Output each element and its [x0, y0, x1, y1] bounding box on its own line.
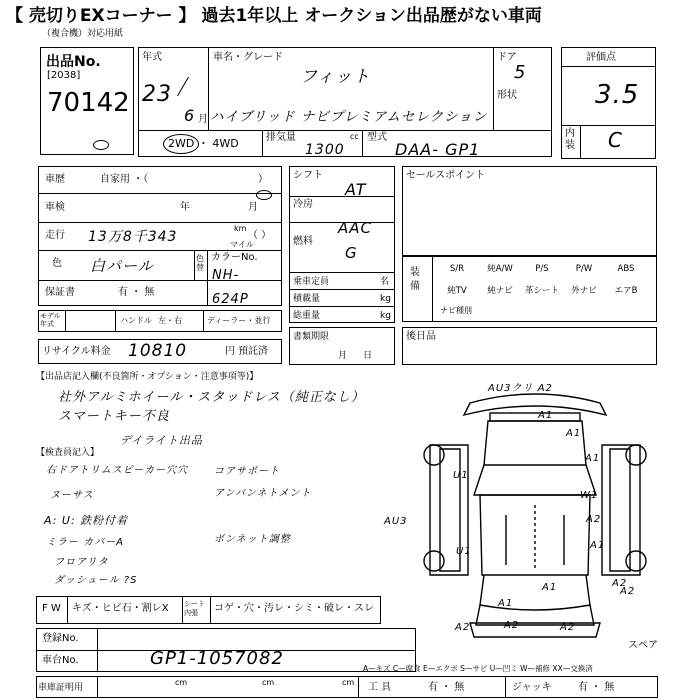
load-unit: kg: [380, 294, 391, 304]
displacement-label: 排気量: [266, 132, 296, 143]
history-close: ）: [258, 174, 268, 185]
drive-circle: [163, 134, 199, 154]
inspector-header: 【検査員記入】: [36, 448, 100, 458]
vehicle-diagram: [410, 375, 660, 645]
chassis-label: 車台No.: [42, 655, 79, 666]
docs-unit: 月日: [338, 351, 389, 361]
damage-mark: W1: [580, 490, 599, 501]
capacity-unit: 名: [380, 277, 390, 287]
model-year-label: モデル年式: [40, 312, 61, 328]
warranty-label: 保証書: [45, 287, 75, 298]
model-grade-label: 車名・グレード: [213, 52, 283, 63]
page-banner: 【 売切りEXコーナー 】 過去1年以上 オークション出品歴がない車両: [6, 6, 542, 26]
chassis-value: GP1-1057082: [150, 648, 284, 669]
certificate-label: 車庫証明用: [38, 683, 84, 693]
fuel-label: 燃料: [293, 236, 313, 247]
inspector-left-2: ヌーサス: [50, 490, 94, 501]
damage-mark: A1: [538, 410, 554, 421]
year-label: 年式: [142, 52, 162, 63]
equipment-item: 純ナビ: [487, 286, 513, 296]
inspector-right-3: ボンネット調整: [214, 534, 291, 545]
inspector-right-1: コアサポート: [214, 466, 280, 477]
damage-mark: U1: [453, 470, 469, 481]
inspector-right-2: アンバンネトメント: [214, 488, 312, 499]
recycle-deposit: 預託済: [238, 346, 268, 357]
inspection-year-unit: 年: [180, 202, 190, 213]
damage-mark: A2: [586, 514, 602, 525]
equipment-item: ABS: [617, 264, 635, 274]
arrival-box: [402, 327, 657, 365]
inspector-left-6: ダッシュール ?S: [54, 575, 138, 586]
color-code: NH-624P: [212, 268, 249, 307]
color-change-label: 色替: [196, 254, 204, 272]
displacement-value: 1300: [305, 142, 345, 158]
equipment-item: 外ナビ: [571, 286, 597, 296]
color-code-label: カラーNo.: [211, 252, 258, 263]
jack-label: ジャッキ: [512, 682, 552, 693]
damage-mark: A1: [542, 582, 558, 593]
equipment-item: P/S: [535, 264, 549, 274]
shape-label: 形状: [497, 90, 517, 101]
recycle-value: 10810: [128, 341, 188, 361]
damage-mark: A2: [455, 622, 471, 633]
mileage-km: km: [234, 224, 247, 233]
inspection-label: 車検: [45, 202, 65, 213]
color-value: 白パール: [90, 257, 154, 275]
inspector-left-4: ミラー カバーA: [46, 537, 125, 548]
damage-mark: A1: [590, 540, 606, 551]
notes-header: 【出品店記入欄(不良箇所・オプション・注意事項等)】: [36, 372, 259, 382]
fuel-value: G: [345, 244, 358, 262]
fw-label: F W: [42, 603, 61, 614]
seat-items: コゲ・穴・汚レ・シミ・破レ・スレ: [214, 603, 374, 614]
dealer-label: ディーラー・並行: [207, 316, 271, 325]
inspector-left-5: フロアリタ: [54, 557, 109, 568]
damage-mark: A1: [585, 453, 601, 464]
drive-options: 2WD ・ 4WD: [168, 137, 239, 150]
equipment-item: 純TV: [447, 286, 467, 296]
gross-unit: kg: [380, 311, 391, 321]
lot-box: [40, 47, 134, 155]
damage-mark: AU3クリ A2: [488, 383, 553, 394]
model-type-value: DAA- GP1: [395, 140, 481, 159]
notes-line-2: スマートキー不良: [58, 409, 170, 424]
doors-label: ドア: [497, 52, 517, 63]
model-type-label: 型式: [367, 132, 387, 143]
lot-number: 70142: [47, 88, 130, 118]
lot-small-code: [2038]: [47, 70, 81, 81]
damage-mark: AU3: [384, 516, 408, 527]
score-label: 評価点: [586, 52, 616, 63]
mileage-value: 13万8千343: [88, 229, 178, 245]
docs-label: 書類期限: [293, 332, 330, 342]
damage-mark: U1: [456, 546, 472, 557]
damage-mark: A2: [620, 586, 636, 597]
cm-2: cm: [262, 678, 275, 687]
cm-1: cm: [175, 678, 188, 687]
shift-label: シフト: [293, 170, 323, 181]
year-month-unit: 月: [198, 114, 208, 125]
tools-label: 工 具: [368, 682, 392, 693]
mileage-label: 走行: [45, 230, 65, 241]
interior-value: C: [608, 128, 623, 152]
notes-extra: デイライト出品: [120, 434, 203, 447]
history-options: 自家用 ・（: [100, 174, 149, 185]
color-label: 色: [52, 258, 62, 269]
equipment-item: 革シート: [524, 286, 559, 296]
mileage-paren: （ ）: [248, 230, 272, 241]
tools-options: 有 ・ 無: [428, 682, 465, 693]
mileage-mile: マイル: [230, 240, 254, 249]
legend-text: A—キズ C—腐食 E—エクボ S—サビ U—凹ミ W—補修 XX—交換済: [363, 664, 593, 673]
capacity-label: 乗車定員: [293, 277, 330, 287]
registration-label: 登録No.: [42, 633, 79, 644]
lot-label: 出品No.: [46, 54, 101, 70]
load-label: 積載量: [293, 294, 321, 304]
model-name: フィット: [300, 67, 371, 87]
doors-value: 5: [514, 62, 527, 83]
equipment-item: エアB: [614, 286, 638, 296]
recycle-unit: 円: [225, 346, 235, 357]
year-month: 6: [184, 106, 196, 125]
displacement-unit: cc: [350, 132, 359, 141]
history-label: 車歴: [45, 174, 65, 185]
sub-caption: （複合機）対応用紙: [42, 29, 124, 39]
model-grade: ハイブリッド ナビプレミアムセレクション: [210, 109, 488, 125]
notes-line-1: 社外アルミホイール・スタッドレス（純正なし）: [58, 390, 365, 405]
inspection-month-unit: 月: [248, 202, 258, 213]
cm-3: cm: [342, 678, 355, 687]
equipment-item: S/R: [449, 264, 465, 274]
stamp-mark: [93, 140, 109, 150]
recycle-label: リサイクル料金: [42, 346, 111, 357]
damage-mark: A2: [504, 620, 520, 631]
interior-label: 内装: [565, 128, 575, 151]
navi-label: ナビ種別: [440, 306, 472, 315]
seat-label: シート内張: [184, 600, 205, 617]
equipment-label: 装備: [410, 267, 420, 292]
inspector-left-3: A: U: 鉄粉付着: [44, 514, 129, 527]
damage-mark: A2: [612, 578, 628, 589]
handle-label: ハンドル: [120, 316, 152, 325]
jack-options: 有 ・ 無: [578, 682, 615, 693]
fw-items: キズ・ヒビ石・割レX: [72, 603, 169, 614]
spare-label: スペア: [628, 640, 658, 651]
damage-mark: A2: [560, 622, 576, 633]
equipment-item: 純A/W: [487, 264, 513, 274]
sales-point-label: セールスポイント: [406, 170, 486, 181]
score-value: 3.5: [595, 80, 640, 110]
equipment-item: P/W: [575, 264, 593, 274]
damage-mark: A1: [498, 598, 514, 609]
arrival-label: 後日品: [406, 331, 436, 342]
ac-value: AAC: [338, 219, 372, 237]
damage-mark: A1: [566, 428, 582, 439]
shift-value: AT: [345, 180, 367, 199]
ac-label: 冷房: [293, 199, 313, 210]
handle-options: 左・右: [158, 316, 182, 325]
year-value: 23: [142, 82, 172, 107]
gross-label: 総重量: [293, 311, 321, 321]
warranty-options: 有 ・ 無: [118, 287, 155, 298]
inspector-left-1: 右ドアトリムスピーカー穴穴: [46, 465, 189, 476]
